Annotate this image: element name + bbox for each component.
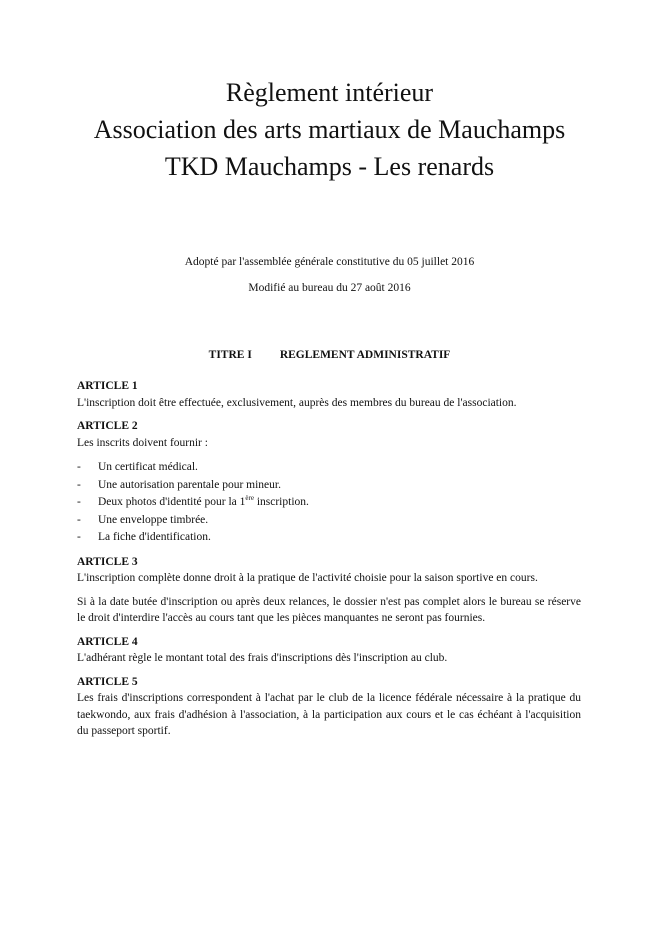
list-item: - Deux photos d'identité pour la 1ère inscription. <box>77 494 309 508</box>
article-3 <box>77 554 581 627</box>
adoption-info <box>0 249 659 301</box>
modified-line: Modifié au bureau du 27 août 2016 <box>248 282 411 294</box>
title-line-3: TKD Mauchamps - Les renards <box>164 152 495 181</box>
list-item: - Un certificat médical. <box>77 461 198 473</box>
article-paragraph: Les inscrits doivent fournir : <box>77 436 208 449</box>
adopted-line: Adopté par l'assemblée générale constitutive du 05 juillet 2016 <box>184 256 475 268</box>
title-line-1: Règlement intérieur <box>225 78 434 107</box>
article-heading: ARTICLE 2 <box>77 420 138 432</box>
list-item: - La fiche d'identification. <box>77 531 211 543</box>
article-2 <box>77 418 581 547</box>
article-heading: ARTICLE 5 <box>77 675 138 688</box>
article-1 <box>77 378 581 411</box>
titre-number: TITRE I <box>208 349 252 361</box>
article-heading: ARTICLE 1 <box>77 380 138 392</box>
article-paragraph: Les frais d'inscriptions correspondent à l'achat par le club de la licence fédérale nécessaire à la pratique du taekwondo, aux frais d'adhésion à l'association, à la participation aux cours et le cas échéant à l'acquisition du passeport sportif. <box>77 692 581 737</box>
article-paragraph: L'inscription doit être effectuée, exclusivement, auprès des membres du bureau de l'association. <box>77 396 517 409</box>
article-heading: ARTICLE 3 <box>77 555 138 568</box>
title-line-2: Association des arts martiaux de Mauchamps <box>93 115 566 144</box>
titre-name: REGLEMENT ADMINISTRATIF <box>279 349 451 361</box>
article-paragraph: L'adhérant règle le montant total des frais d'inscriptions dès l'inscription au club. <box>77 652 448 664</box>
article-paragraph: L'inscription complète donne droit à la pratique de l'activité choisie pour la saison sportive en cours. <box>77 572 538 584</box>
article-5 <box>77 674 581 740</box>
article-4 <box>77 634 581 667</box>
article-paragraph: Si à la date butée d'inscription ou après deux relances, le dossier n'est pas complet alors le bureau se réserve le droit d'interdire l'accès au cours tant que les pièces manquantes ne seront pas fournies. <box>77 595 581 624</box>
required-documents-list <box>77 459 581 547</box>
document-title <box>0 74 659 185</box>
list-item: - Une enveloppe timbrée. <box>77 513 209 526</box>
titre-heading <box>0 349 659 361</box>
articles-section <box>77 378 581 747</box>
list-item: - Une autorisation parentale pour mineur. <box>77 478 281 491</box>
article-heading: ARTICLE 4 <box>77 635 138 648</box>
